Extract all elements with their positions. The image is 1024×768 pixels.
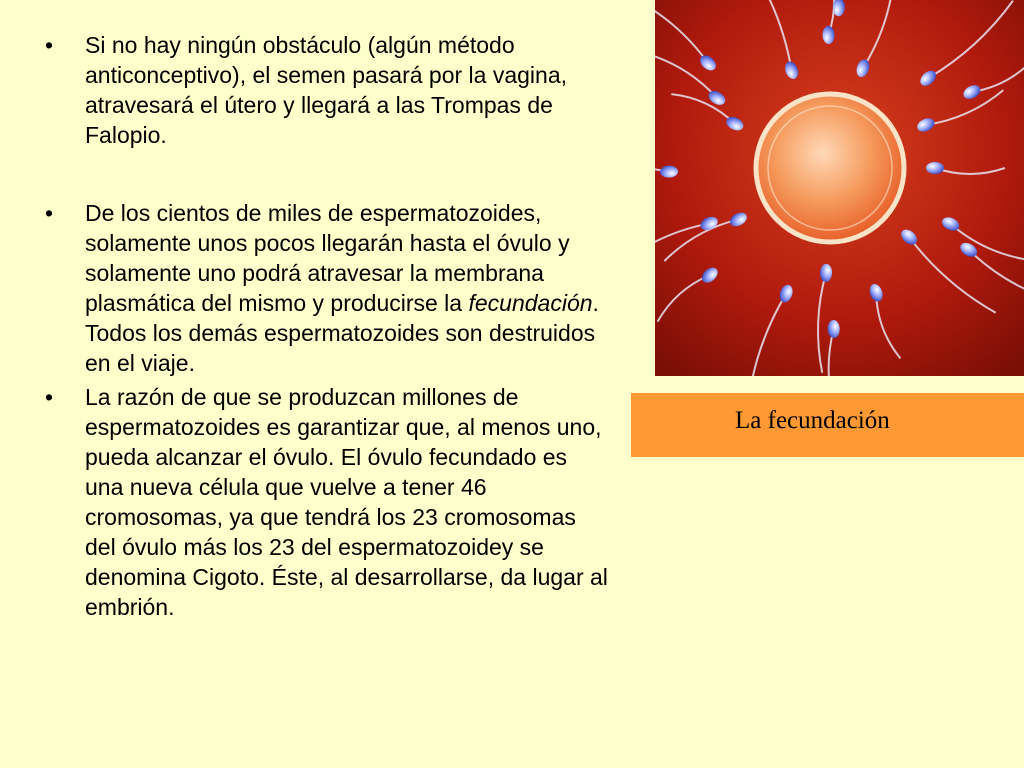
egg-cell (756, 94, 904, 242)
bullet-text: La razón de que se produzcan millones de espermatozoides es garantizar que, al menos uno, pueda alcanzar el óvulo. El óvulo fecundado es una nueva célula que vuelve a tener 46 cromosomas, ya que tendrá los 23 cromosomas del óvulo más los 23 del espermatozoidey se denomina Cigoto. Éste, al desarrollarse, da lugar al embrión. (85, 384, 608, 620)
fertilization-image (655, 0, 1024, 376)
sperm-head (926, 162, 944, 174)
fertilization-illustration (655, 0, 1024, 376)
bullet-emphasis: fecundación (468, 290, 593, 316)
bullet-list (45, 30, 610, 622)
image-caption-box (631, 393, 1024, 457)
bullet-text: Si no hay ningún obstáculo (algún método anticonceptivo), el semen pasará por la vagina, atravesará el útero y llegará a las Trompas de Falopio. (85, 32, 568, 148)
bullet-marker: • (45, 384, 54, 410)
image-caption: La fecundación (735, 407, 890, 434)
bullet-marker: • (45, 32, 54, 58)
bullet-text: . Todos los demás espermatozoides son destruidos en el viaje. (85, 290, 599, 376)
bullet-item (45, 382, 610, 622)
bullet-item (45, 198, 610, 378)
bullet-text: De los cientos de miles de espermatozoides, solamente unos pocos llegarán hasta el óvulo y solamente uno podrá atravesar la membrana plasmática del mismo y producirse la (85, 200, 570, 316)
bullet-item (45, 30, 610, 150)
bullet-marker: • (45, 200, 54, 226)
